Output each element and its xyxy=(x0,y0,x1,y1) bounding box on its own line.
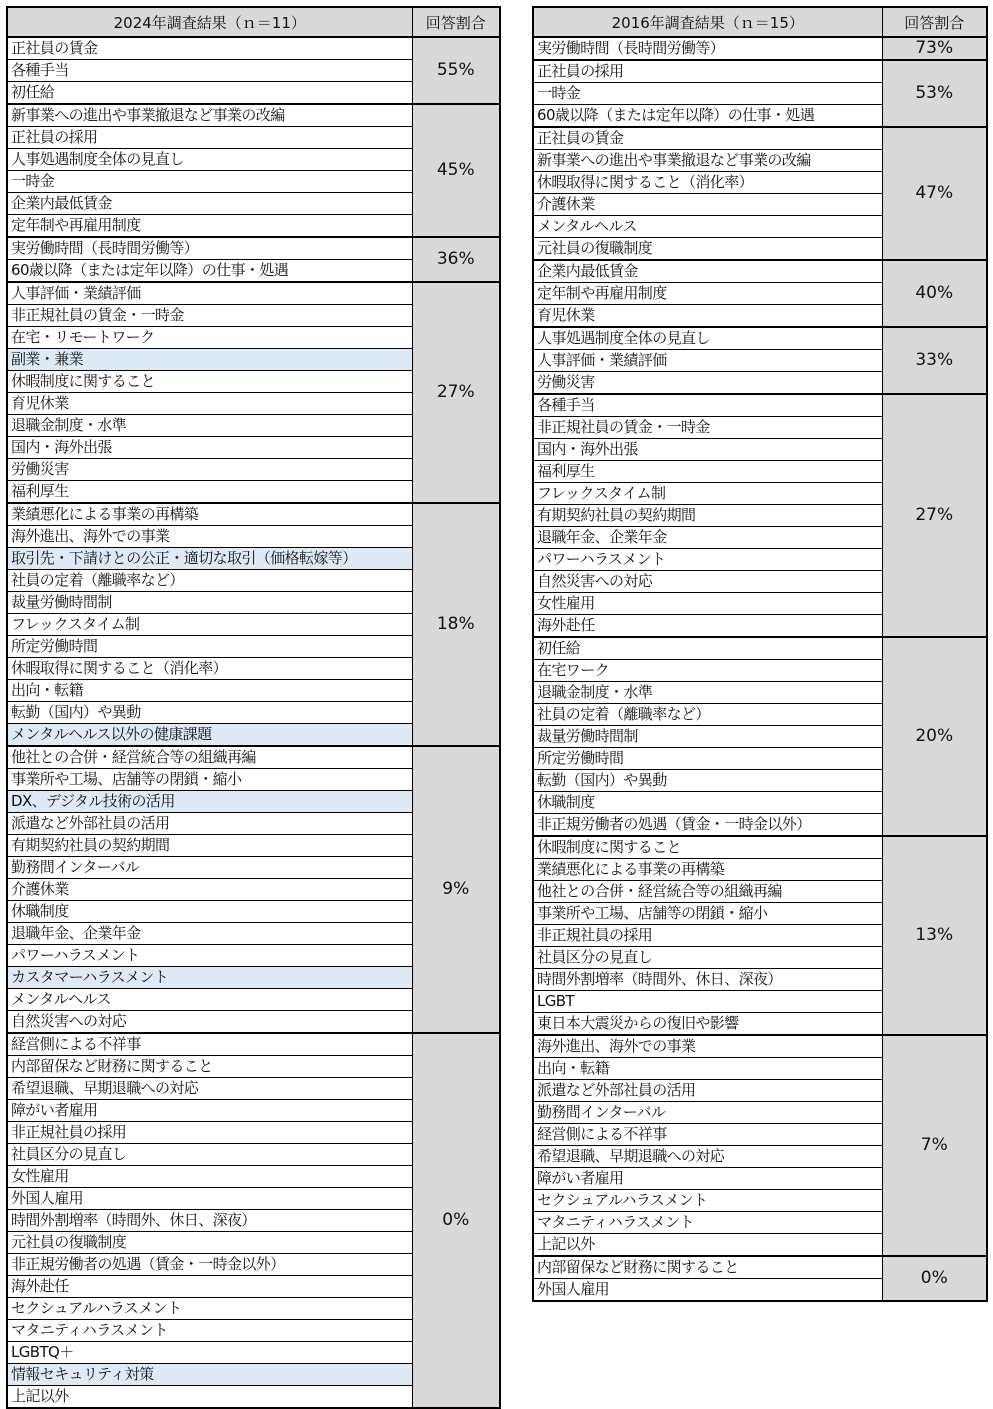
item-cell: 非正規社員の採用 xyxy=(7,1122,412,1144)
table-row xyxy=(533,1035,987,1058)
item-cell: 企業内最低賃金 xyxy=(7,193,412,215)
item-cell: 元社員の復職制度 xyxy=(533,238,882,261)
item-cell: 自然災害への対応 xyxy=(533,571,882,593)
item-cell: DX、デジタル技術の活用 xyxy=(7,791,412,813)
item-cell: 退職年金、企業年金 xyxy=(533,527,882,549)
table-row xyxy=(533,37,987,60)
item-cell: 出向・転籍 xyxy=(533,1058,882,1080)
table-row xyxy=(7,237,500,260)
item-cell: 経営側による不祥事 xyxy=(7,1033,412,1056)
item-cell: セクシュアルハラスメント xyxy=(7,1298,412,1320)
item-cell: 休暇取得に関すること（消化率） xyxy=(533,172,882,194)
item-cell: 転勤（国内）や異動 xyxy=(533,770,882,792)
item-cell: 勤務間インターバル xyxy=(7,857,412,879)
item-cell: メンタルヘルス以外の健康課題 xyxy=(7,724,412,747)
percentage-cell: 55% xyxy=(412,37,500,104)
item-cell: 定年制や再雇用制度 xyxy=(533,283,882,305)
percentage-cell: 45% xyxy=(412,104,500,237)
table-row xyxy=(7,503,500,526)
item-cell: パワーハラスメント xyxy=(533,549,882,571)
item-cell: 事業所や工場、店舗等の閉鎖・縮小 xyxy=(533,903,882,925)
item-cell: 自然災害への対応 xyxy=(7,1011,412,1034)
item-cell: 希望退職、早期退職への対応 xyxy=(7,1078,412,1100)
item-cell: 経営側による不祥事 xyxy=(533,1124,882,1146)
item-cell: 新事業への進出や事業撤退など事業の改編 xyxy=(533,150,882,172)
item-cell: マタニティハラスメント xyxy=(7,1320,412,1342)
table-row xyxy=(533,394,987,417)
item-cell: LGBTQ＋ xyxy=(7,1342,412,1364)
table-header-row xyxy=(7,7,500,37)
item-cell: 非正規社員の賃金・一時金 xyxy=(7,305,412,327)
item-cell: 時間外割増率（時間外、休日、深夜） xyxy=(7,1210,412,1232)
item-cell: 国内・海外出張 xyxy=(7,437,412,459)
item-cell: 派遣など外部社員の活用 xyxy=(533,1080,882,1102)
item-cell: 各種手当 xyxy=(7,60,412,82)
percentage-cell: 0% xyxy=(412,1033,500,1408)
table-row xyxy=(533,60,987,83)
item-cell: 取引先・下請けとの公正・適切な取引（価格転嫁等） xyxy=(7,548,412,570)
item-cell: 定年制や再雇用制度 xyxy=(7,215,412,238)
item-cell: パワーハラスメント xyxy=(7,945,412,967)
item-cell: 非正規社員の採用 xyxy=(533,925,882,947)
table-row xyxy=(7,104,500,127)
item-cell: 正社員の採用 xyxy=(7,127,412,149)
table-row xyxy=(533,127,987,150)
item-cell: 休暇取得に関すること（消化率） xyxy=(7,658,412,680)
item-cell: マタニティハラスメント xyxy=(533,1212,882,1234)
item-cell: セクシュアルハラスメント xyxy=(533,1190,882,1212)
item-cell: 休暇制度に関すること xyxy=(533,836,882,859)
percentage-cell: 36% xyxy=(412,237,500,282)
item-cell: 非正規労働者の処遇（賃金・一時金以外） xyxy=(7,1254,412,1276)
percentage-cell: 27% xyxy=(882,394,987,637)
item-cell: 業績悪化による事業の再構築 xyxy=(7,503,412,526)
item-cell: 福利厚生 xyxy=(7,481,412,504)
table-row xyxy=(533,836,987,859)
item-cell: カスタマーハラスメント xyxy=(7,967,412,989)
table-header-row xyxy=(533,7,987,37)
table-title: 2024年調査結果（ｎ＝11） xyxy=(7,7,412,37)
item-cell: 非正規労働者の処遇（賃金・一時金以外） xyxy=(533,814,882,837)
item-cell: 社員区分の見直し xyxy=(533,947,882,969)
table-title: 2016年調査結果（ｎ＝15） xyxy=(533,7,882,37)
item-cell: 正社員の採用 xyxy=(533,60,882,83)
pct-header: 回答割合 xyxy=(412,7,500,37)
item-cell: 外国人雇用 xyxy=(533,1279,882,1302)
percentage-cell: 20% xyxy=(882,637,987,836)
item-cell: 介護休業 xyxy=(7,879,412,901)
percentage-cell: 18% xyxy=(412,503,500,746)
item-cell: 企業内最低賃金 xyxy=(533,260,882,283)
item-cell: 裁量労働時間制 xyxy=(7,592,412,614)
item-cell: 初任給 xyxy=(533,637,882,660)
item-cell: 有期契約社員の契約期間 xyxy=(7,835,412,857)
item-cell: 事業所や工場、店舗等の閉鎖・縮小 xyxy=(7,769,412,791)
percentage-cell: 9% xyxy=(412,746,500,1033)
item-cell: 人事処遇制度全体の見直し xyxy=(7,149,412,171)
item-cell: 裁量労働時間制 xyxy=(533,726,882,748)
item-cell: 女性雇用 xyxy=(533,593,882,615)
item-cell: 出向・転籍 xyxy=(7,680,412,702)
item-cell: 海外赴任 xyxy=(7,1276,412,1298)
item-cell: 情報セキュリティ対策 xyxy=(7,1364,412,1386)
percentage-cell: 47% xyxy=(882,127,987,260)
item-cell: 上記以外 xyxy=(533,1234,882,1257)
percentage-cell: 27% xyxy=(412,282,500,503)
item-cell: 非正規社員の賃金・一時金 xyxy=(533,417,882,439)
table-row xyxy=(7,746,500,769)
item-cell: 外国人雇用 xyxy=(7,1188,412,1210)
item-cell: 派遣など外部社員の活用 xyxy=(7,813,412,835)
item-cell: フレックスタイム制 xyxy=(533,483,882,505)
item-cell: 社員の定着（離職率など） xyxy=(533,704,882,726)
table-row xyxy=(533,1256,987,1279)
item-cell: 内部留保など財務に関すること xyxy=(533,1256,882,1279)
item-cell: 上記以外 xyxy=(7,1386,412,1409)
item-cell: フレックスタイム制 xyxy=(7,614,412,636)
item-cell: 社員区分の見直し xyxy=(7,1144,412,1166)
item-cell: 副業・兼業 xyxy=(7,349,412,371)
item-cell: メンタルヘルス xyxy=(533,216,882,238)
item-cell: 一時金 xyxy=(7,171,412,193)
item-cell: 内部留保など財務に関すること xyxy=(7,1056,412,1078)
table-row xyxy=(7,1033,500,1056)
table-row xyxy=(533,637,987,660)
pct-header: 回答割合 xyxy=(882,7,987,37)
table-row xyxy=(533,260,987,283)
item-cell: 退職年金、企業年金 xyxy=(7,923,412,945)
item-cell: 在宅ワーク xyxy=(533,660,882,682)
item-cell: メンタルヘルス xyxy=(7,989,412,1011)
item-cell: 休暇制度に関すること xyxy=(7,371,412,393)
percentage-cell: 53% xyxy=(882,60,987,127)
item-cell: 元社員の復職制度 xyxy=(7,1232,412,1254)
item-cell: 60歳以降（または定年以降）の仕事・処遇 xyxy=(7,260,412,283)
item-cell: 一時金 xyxy=(533,83,882,105)
item-cell: 正社員の賃金 xyxy=(7,37,412,60)
item-cell: 障がい者雇用 xyxy=(7,1100,412,1122)
item-cell: 人事評価・業績評価 xyxy=(7,282,412,305)
item-cell: 国内・海外出張 xyxy=(533,439,882,461)
survey-table-2016 xyxy=(532,6,988,1302)
item-cell: 女性雇用 xyxy=(7,1166,412,1188)
item-cell: 初任給 xyxy=(7,82,412,105)
item-cell: 所定労働時間 xyxy=(7,636,412,658)
item-cell: 希望退職、早期退職への対応 xyxy=(533,1146,882,1168)
item-cell: 所定労働時間 xyxy=(533,748,882,770)
item-cell: 業績悪化による事業の再構築 xyxy=(533,859,882,881)
item-cell: 退職金制度・水準 xyxy=(7,415,412,437)
table-row xyxy=(7,282,500,305)
item-cell: 休職制度 xyxy=(533,792,882,814)
item-cell: 福利厚生 xyxy=(533,461,882,483)
item-cell: 退職金制度・水準 xyxy=(533,682,882,704)
item-cell: 労働災害 xyxy=(533,372,882,395)
item-cell: 障がい者雇用 xyxy=(533,1168,882,1190)
item-cell: 勤務間インターバル xyxy=(533,1102,882,1124)
item-cell: 正社員の賃金 xyxy=(533,127,882,150)
percentage-cell: 7% xyxy=(882,1035,987,1256)
survey-table-2024 xyxy=(6,6,501,1409)
percentage-cell: 13% xyxy=(882,836,987,1035)
item-cell: 休職制度 xyxy=(7,901,412,923)
item-cell: 時間外割増率（時間外、休日、深夜） xyxy=(533,969,882,991)
item-cell: 東日本大震災からの復旧や影響 xyxy=(533,1013,882,1036)
table-row xyxy=(533,327,987,350)
percentage-cell: 33% xyxy=(882,327,987,394)
percentage-cell: 40% xyxy=(882,260,987,327)
item-cell: 有期契約社員の契約期間 xyxy=(533,505,882,527)
item-cell: 実労働時間（長時間労働等） xyxy=(7,237,412,260)
item-cell: 社員の定着（離職率など） xyxy=(7,570,412,592)
item-cell: 転勤（国内）や異動 xyxy=(7,702,412,724)
percentage-cell: 0% xyxy=(882,1256,987,1301)
item-cell: 育児休業 xyxy=(7,393,412,415)
item-cell: 海外赴任 xyxy=(533,615,882,638)
item-cell: 育児休業 xyxy=(533,305,882,328)
item-cell: 人事処遇制度全体の見直し xyxy=(533,327,882,350)
item-cell: 他社との合併・経営統合等の組織再編 xyxy=(7,746,412,769)
item-cell: 人事評価・業績評価 xyxy=(533,350,882,372)
item-cell: 新事業への進出や事業撤退など事業の改編 xyxy=(7,104,412,127)
item-cell: LGBT xyxy=(533,991,882,1013)
table-row xyxy=(7,37,500,60)
item-cell: 介護休業 xyxy=(533,194,882,216)
item-cell: 海外進出、海外での事業 xyxy=(7,526,412,548)
item-cell: 労働災害 xyxy=(7,459,412,481)
item-cell: 他社との合併・経営統合等の組織再編 xyxy=(533,881,882,903)
item-cell: 在宅・リモートワーク xyxy=(7,327,412,349)
item-cell: 各種手当 xyxy=(533,394,882,417)
item-cell: 実労働時間（長時間労働等） xyxy=(533,37,882,60)
item-cell: 60歳以降（または定年以降）の仕事・処遇 xyxy=(533,105,882,128)
percentage-cell: 73% xyxy=(882,37,987,60)
item-cell: 海外進出、海外での事業 xyxy=(533,1035,882,1058)
